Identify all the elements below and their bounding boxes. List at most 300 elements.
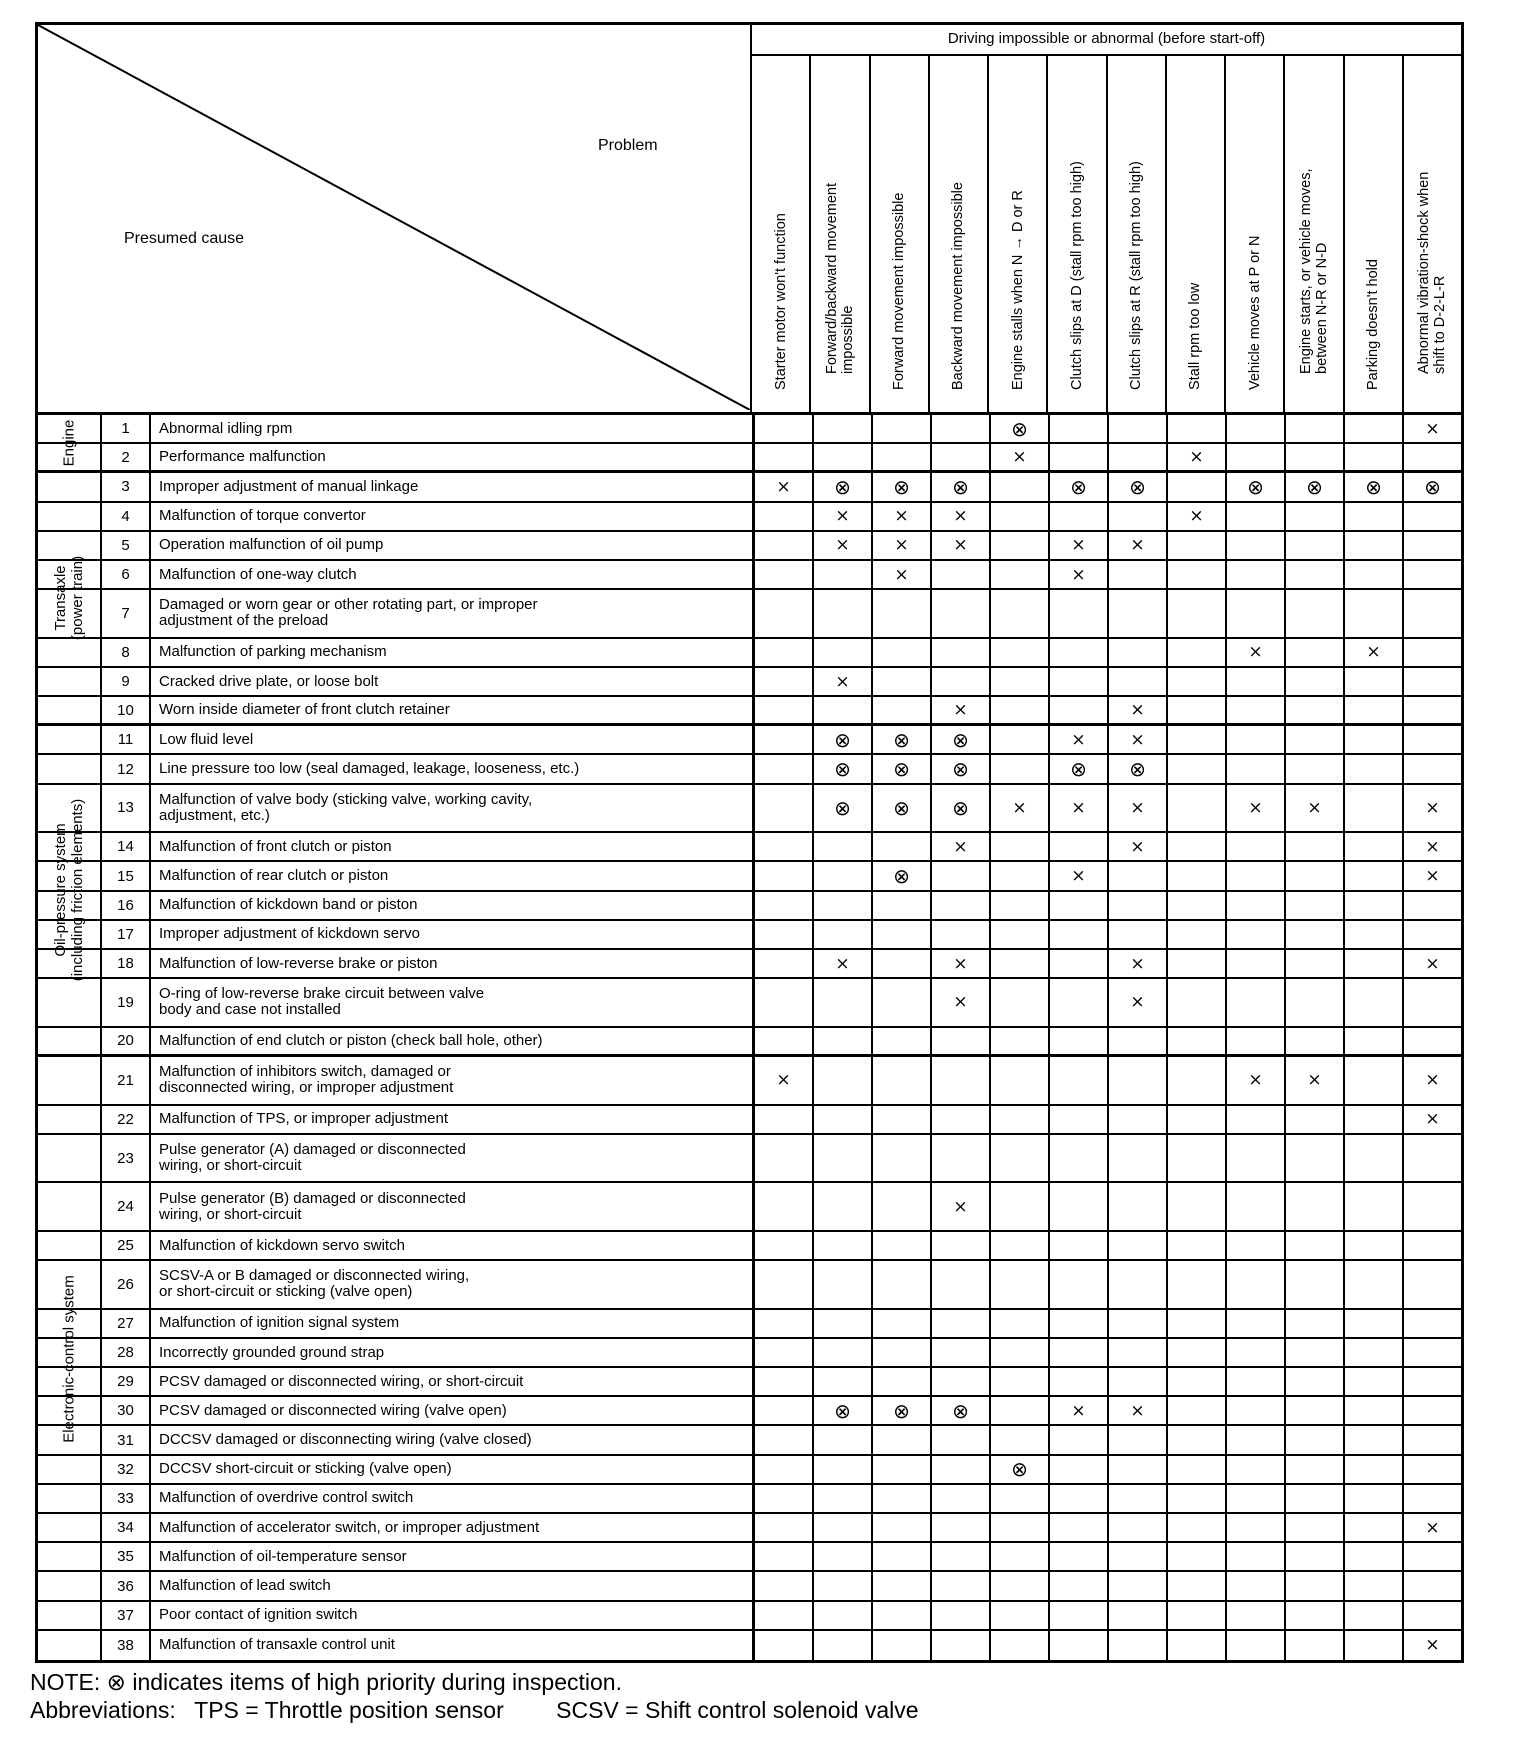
empty-cell [1107,1028,1166,1054]
empty-cell [930,668,989,695]
group-spacer [38,1602,100,1629]
table-row [38,785,1461,834]
empty-cell [1107,444,1166,470]
empty-cell [930,1456,989,1483]
empty-cell [1225,1028,1284,1054]
cause-text: Improper adjustment of manual linkage [149,473,752,500]
empty-cell [1284,1368,1343,1395]
table-row [38,1310,1461,1339]
group-spacer [38,1057,100,1104]
row-number: 27 [100,1310,149,1337]
empty-cell [1107,1602,1166,1629]
empty-cell [1402,1485,1461,1512]
cause-mark: × [930,503,989,530]
group-spacer [38,1183,100,1230]
empty-cell [752,561,812,588]
group-spacer [38,1543,100,1570]
empty-cell [1166,1426,1225,1453]
empty-cell [1166,532,1225,559]
cause-mark: × [1048,862,1107,889]
empty-cell [930,1514,989,1541]
cause-mark: × [1402,862,1461,889]
cause-mark: × [989,444,1048,470]
empty-cell [1107,1572,1166,1599]
empty-cell [1402,1543,1461,1570]
empty-cell [989,862,1048,889]
empty-cell [1284,668,1343,695]
empty-cell [1166,892,1225,919]
empty-cell [989,1602,1048,1629]
cause-mark: × [1107,833,1166,860]
cause-text: Line pressure too low (seal damaged, leakage, looseness, etc.) [149,755,752,782]
group-spacer [38,1310,100,1337]
empty-cell [871,590,930,637]
empty-cell [1343,1368,1402,1395]
abbr-scsv: SCSV = Shift control solenoid valve [556,1697,919,1723]
table-row [38,1135,1461,1184]
empty-cell [871,1310,930,1337]
empty-cell [989,503,1048,530]
empty-cell [871,1135,930,1182]
high-priority-mark: ⊗ [930,1397,989,1424]
empty-cell [1048,1339,1107,1366]
empty-cell [1343,1572,1402,1599]
table-row [38,755,1461,784]
table-row [38,1456,1461,1485]
empty-cell [752,639,812,666]
high-priority-mark: ⊗ [1048,755,1107,782]
cause-text: Pulse generator (A) damaged or disconnected wiring, or short-circuit [149,1135,752,1182]
empty-cell [1225,1339,1284,1366]
high-priority-mark: ⊗ [812,726,871,753]
table-row [38,833,1461,862]
empty-cell [812,1106,871,1133]
empty-cell [1225,1368,1284,1395]
table-row [38,1572,1461,1601]
empty-cell [1225,1310,1284,1337]
empty-cell [752,785,812,832]
corner-diagonal [38,25,750,410]
empty-cell [1402,726,1461,753]
high-priority-mark: ⊗ [871,726,930,753]
empty-cell [1166,1397,1225,1424]
empty-cell [1166,1057,1225,1104]
column-header-label: Clutch slips at D (stall rpm too high) [1068,161,1085,390]
empty-cell [1048,1183,1107,1230]
empty-cell [1343,1135,1402,1182]
row-number: 33 [100,1485,149,1512]
empty-cell [1166,1183,1225,1230]
empty-cell [812,1135,871,1182]
empty-cell [1225,1426,1284,1453]
empty-cell [1284,921,1343,948]
abbreviations-label: Abbreviations: [30,1697,176,1723]
problem-label: Problem [598,137,658,154]
column-header-label: Engine starts, or vehicle moves, between N-R or N-D [1297,168,1330,374]
table-row [38,415,1461,444]
cause-mark: × [1402,415,1461,442]
empty-cell [871,415,930,442]
empty-cell [1048,697,1107,723]
empty-cell [1343,755,1402,782]
empty-cell [752,1543,812,1570]
column-header-label: Abnormal vibration-shock when shift to D-2-L-R [1416,171,1449,374]
empty-cell [1343,415,1402,442]
cause-mark: × [1107,785,1166,832]
empty-cell [1343,1057,1402,1104]
group-spacer [38,755,100,782]
group-spacer [38,1028,100,1054]
empty-cell [1402,1368,1461,1395]
table-row [38,1426,1461,1455]
table-row [38,1485,1461,1514]
table-row [38,1106,1461,1135]
empty-cell [1225,1514,1284,1541]
empty-cell [1284,1543,1343,1570]
row-number: 11 [100,726,149,753]
cause-group-label: Engine [60,419,78,467]
empty-cell [1284,862,1343,889]
empty-cell [752,1485,812,1512]
group-spacer [38,1106,100,1133]
cause-text: Cracked drive plate, or loose bolt [149,668,752,695]
empty-cell [1402,1426,1461,1453]
empty-cell [989,1514,1048,1541]
row-number: 26 [100,1261,149,1308]
cause-text: Low fluid level [149,726,752,753]
notes [30,1668,919,1724]
empty-cell [1166,1028,1225,1054]
empty-cell [1048,1631,1107,1660]
diagonal-line [38,25,750,410]
cause-mark: × [1048,1397,1107,1424]
empty-cell [1284,1514,1343,1541]
cause-text: Malfunction of valve body (sticking valve, working cavity, adjustment, etc.) [149,785,752,832]
empty-cell [752,726,812,753]
empty-cell [1284,1602,1343,1629]
cause-mark: × [1107,950,1166,977]
cause-mark: × [1402,1106,1461,1133]
cause-mark: × [752,473,812,500]
cause-mark: × [1225,639,1284,666]
empty-cell [1048,1232,1107,1259]
empty-cell [871,1368,930,1395]
column-header-label: Forward/backward movement impossible [823,183,856,374]
empty-cell [871,1261,930,1308]
table-row [38,444,1461,473]
empty-cell [871,668,930,695]
cause-text: Malfunction of accelerator switch, or improper adjustment [149,1514,752,1541]
empty-cell [1284,590,1343,637]
empty-cell [812,1426,871,1453]
row-number: 23 [100,1135,149,1182]
empty-cell [871,1543,930,1570]
empty-cell [1402,697,1461,723]
empty-cell [1225,1631,1284,1660]
empty-cell [1048,1368,1107,1395]
column-header [1165,54,1224,412]
empty-cell [1048,979,1107,1026]
empty-cell [1048,1310,1107,1337]
empty-cell [930,892,989,919]
empty-cell [1284,950,1343,977]
high-priority-mark: ⊗ [930,726,989,753]
empty-cell [989,979,1048,1026]
row-number: 14 [100,833,149,860]
group-spacer [38,950,100,977]
empty-cell [1284,1339,1343,1366]
abbreviations [30,1696,919,1724]
group-spacer [38,979,100,1026]
empty-cell [812,1631,871,1660]
table-row [38,1514,1461,1543]
empty-cell [1166,639,1225,666]
row-number: 21 [100,1057,149,1104]
empty-cell [1343,1397,1402,1424]
empty-cell [752,979,812,1026]
table-row [38,1339,1461,1368]
empty-cell [871,444,930,470]
group-spacer [38,639,100,666]
empty-cell [930,1028,989,1054]
high-priority-mark: ⊗ [1107,755,1166,782]
empty-cell [1166,473,1225,500]
table-row [38,1028,1461,1057]
empty-cell [1284,1485,1343,1512]
cause-text: Malfunction of torque convertor [149,503,752,530]
cause-mark: × [1166,444,1225,470]
empty-cell [1343,950,1402,977]
empty-cell [989,1485,1048,1512]
empty-cell [812,979,871,1026]
cause-text: Malfunction of ignition signal system [149,1310,752,1337]
empty-cell [1284,1456,1343,1483]
row-number: 36 [100,1572,149,1599]
cause-text: Malfunction of kickdown servo switch [149,1232,752,1259]
empty-cell [1225,415,1284,442]
table-row [38,892,1461,921]
empty-cell [1107,1426,1166,1453]
empty-cell [1284,1183,1343,1230]
empty-cell [752,833,812,860]
empty-cell [1107,1543,1166,1570]
empty-cell [1107,561,1166,588]
empty-cell [1225,1485,1284,1512]
row-number: 8 [100,639,149,666]
cause-mark: × [1107,697,1166,723]
cause-group-label: Electronic-control system [60,1275,78,1443]
empty-cell [989,755,1048,782]
empty-cell [1107,639,1166,666]
presumed-cause-label: Presumed cause [124,230,245,247]
empty-cell [1284,1232,1343,1259]
empty-cell [989,726,1048,753]
column-header [987,54,1046,412]
cause-mark: × [871,532,930,559]
high-priority-mark: ⊗ [871,1397,930,1424]
empty-cell [1343,726,1402,753]
empty-cell [989,950,1048,977]
group-spacer [38,561,100,588]
high-priority-mark: ⊗ [871,755,930,782]
problem-group-header: Driving impossible or abnormal (before start-off) [752,25,1461,56]
cause-text: Malfunction of overdrive control switch [149,1485,752,1512]
table-row [38,979,1461,1028]
empty-cell [1048,503,1107,530]
empty-cell [1166,1543,1225,1570]
row-number: 16 [100,892,149,919]
cause-text: Malfunction of inhibitors switch, damaged or disconnected wiring, or improper adjustment [149,1057,752,1104]
empty-cell [989,1135,1048,1182]
empty-cell [1284,1135,1343,1182]
empty-cell [1343,1106,1402,1133]
empty-cell [1402,1232,1461,1259]
high-priority-mark: ⊗ [1284,473,1343,500]
empty-cell [1107,1514,1166,1541]
empty-cell [1048,1426,1107,1453]
empty-cell [1048,1028,1107,1054]
cause-mark: × [1343,639,1402,666]
empty-cell [1107,1183,1166,1230]
empty-cell [1225,1106,1284,1133]
column-header [809,54,868,412]
cause-mark: × [1284,785,1343,832]
empty-cell [930,639,989,666]
empty-cell [752,1183,812,1230]
empty-cell [930,1106,989,1133]
empty-cell [1284,1572,1343,1599]
cause-mark: × [1048,532,1107,559]
cause-mark: × [812,532,871,559]
empty-cell [1402,444,1461,470]
row-number: 6 [100,561,149,588]
cause-text: Malfunction of parking mechanism [149,639,752,666]
column-header-label: Starter motor won't function [772,213,789,390]
row-number: 29 [100,1368,149,1395]
table-row [38,1057,1461,1106]
empty-cell [1166,561,1225,588]
empty-cell [1166,1368,1225,1395]
abbr-tps: TPS = Throttle position sensor [194,1697,504,1723]
empty-cell [1166,1485,1225,1512]
empty-cell [989,833,1048,860]
high-priority-mark: ⊗ [1343,473,1402,500]
column-header [1224,54,1283,412]
table-row [38,862,1461,891]
empty-cell [1225,862,1284,889]
empty-cell [989,921,1048,948]
empty-cell [1402,1456,1461,1483]
table-row [38,1183,1461,1232]
empty-cell [1225,950,1284,977]
empty-cell [1107,1368,1166,1395]
empty-cell [752,697,812,723]
high-priority-mark: ⊗ [812,473,871,500]
empty-cell [1166,755,1225,782]
empty-cell [1402,1261,1461,1308]
empty-cell [989,1028,1048,1054]
group-spacer [38,1135,100,1182]
row-number: 9 [100,668,149,695]
empty-cell [930,1631,989,1660]
empty-cell [989,1426,1048,1453]
table-row [38,503,1461,532]
empty-cell [1048,950,1107,977]
empty-cell [1225,1135,1284,1182]
empty-cell [1166,950,1225,977]
high-priority-mark: ⊗ [871,473,930,500]
cause-mark: × [930,532,989,559]
empty-cell [1343,921,1402,948]
empty-cell [1343,697,1402,723]
empty-cell [752,1339,812,1366]
empty-cell [1343,1183,1402,1230]
cause-mark: × [1166,503,1225,530]
empty-cell [1225,444,1284,470]
empty-cell [752,1426,812,1453]
empty-cell [871,1106,930,1133]
group-spacer [38,892,100,919]
empty-cell [1402,639,1461,666]
cause-mark: × [1107,532,1166,559]
empty-cell [812,444,871,470]
empty-cell [871,833,930,860]
empty-cell [989,668,1048,695]
empty-cell [1107,503,1166,530]
empty-cell [1284,892,1343,919]
empty-cell [1166,726,1225,753]
cause-mark: × [930,833,989,860]
empty-cell [989,1368,1048,1395]
row-number: 17 [100,921,149,948]
empty-cell [812,697,871,723]
group-spacer [38,1631,100,1660]
empty-cell [930,1368,989,1395]
empty-cell [1343,444,1402,470]
empty-cell [930,921,989,948]
empty-cell [812,1602,871,1629]
cause-text: Malfunction of TPS, or improper adjustment [149,1106,752,1133]
empty-cell [1166,1456,1225,1483]
cause-mark: × [871,561,930,588]
row-number: 20 [100,1028,149,1054]
empty-cell [1284,1106,1343,1133]
empty-cell [1343,785,1402,832]
empty-cell [1225,921,1284,948]
empty-cell [1343,503,1402,530]
table-row [38,590,1461,639]
high-priority-mark: ⊗ [930,785,989,832]
empty-cell [812,1485,871,1512]
empty-cell [930,1339,989,1366]
empty-cell [989,697,1048,723]
table-row [38,561,1461,590]
group-spacer [38,1572,100,1599]
empty-cell [812,561,871,588]
empty-cell [1284,833,1343,860]
table-row [38,921,1461,950]
empty-cell [1048,590,1107,637]
group-spacer [38,785,100,832]
group-spacer [38,668,100,695]
group-spacer [38,532,100,559]
column-header-label: Backward movement impossible [950,182,967,390]
row-number: 5 [100,532,149,559]
empty-cell [1343,1602,1402,1629]
empty-cell [1048,444,1107,470]
row-number: 3 [100,473,149,500]
empty-cell [1284,532,1343,559]
